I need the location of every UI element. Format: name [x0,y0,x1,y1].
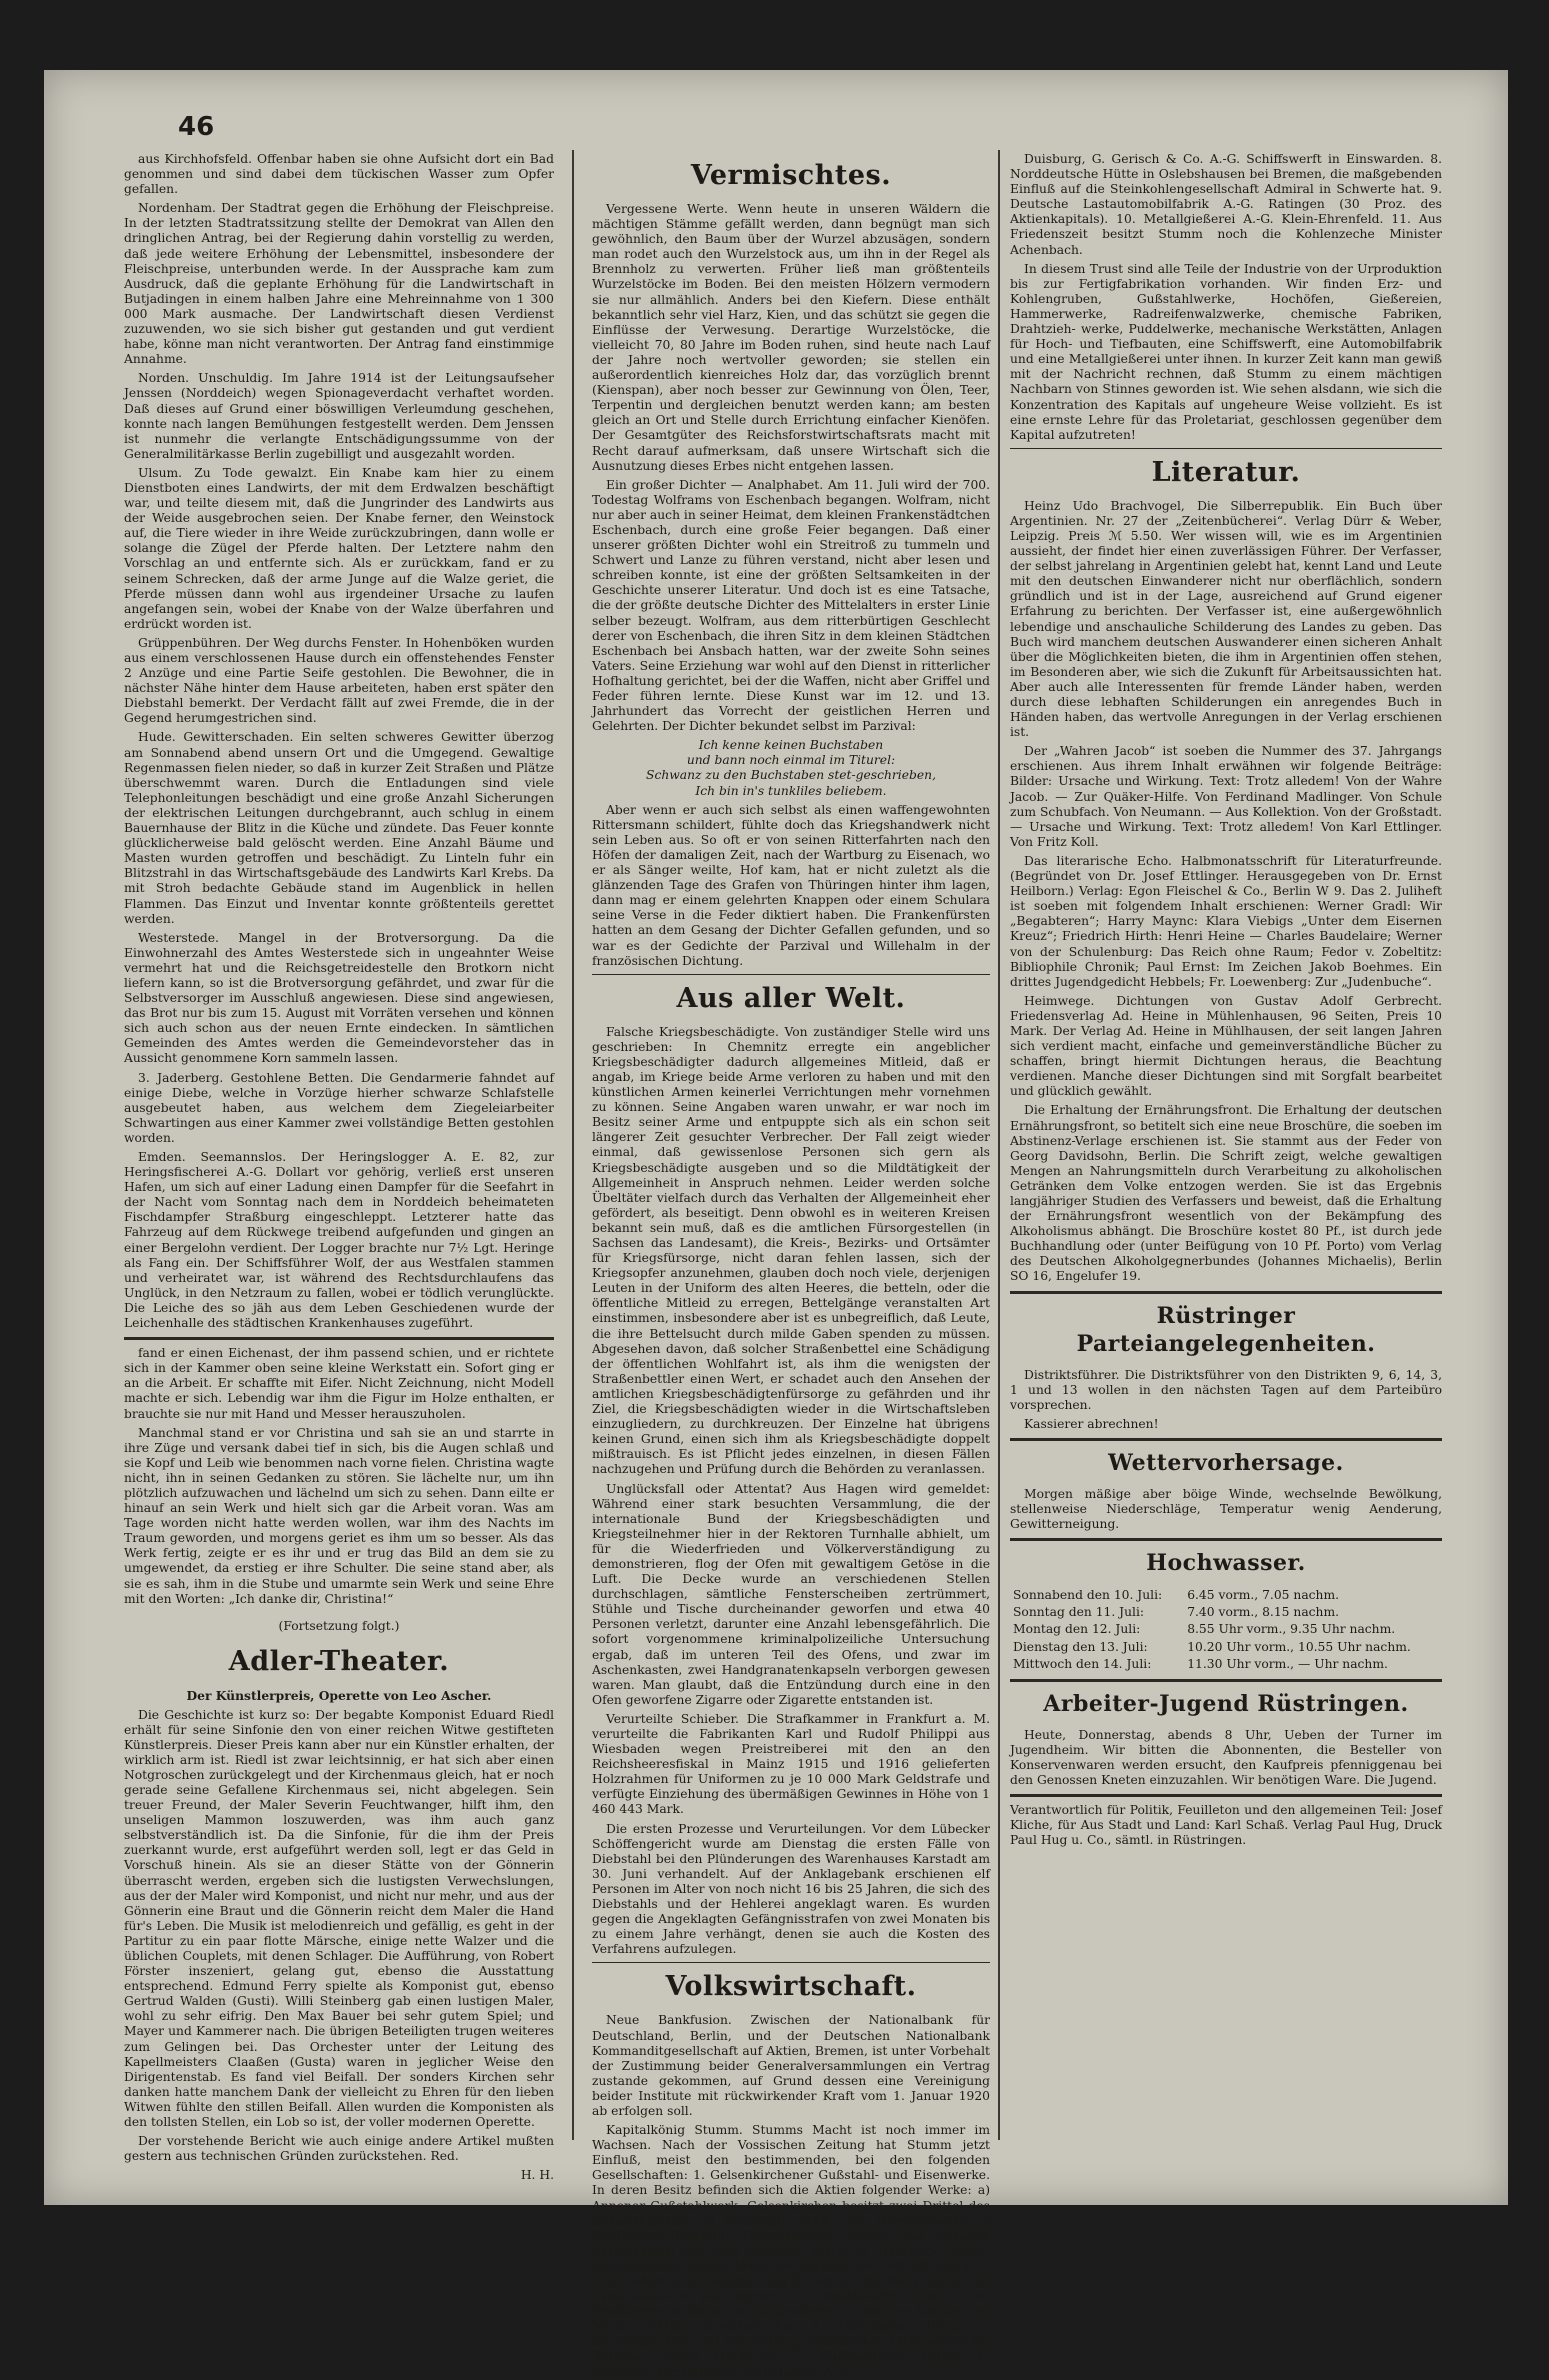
section-rule [1010,1679,1442,1682]
verse-line: Ich bin in's tunkliles beliebem. [695,783,887,798]
adler-theater-review [124,1708,554,2165]
section-rule [1010,1794,1442,1797]
local-news [124,152,554,1331]
book-review: Die Erhaltung der Ernährungsfront. Die Erhaltung der deutschen Ernährungsfront, so betitelt sich eine neue Broschüre, die soeben im Abstinenz-Verlage erschienen ist. Sie stammt aus der Feder von Georg Davidsohn, Berlin. Die Schrift zeigt, welche gewaltigen Mengen an Nahrungsmitteln durch Verarbeitung zu alkoholischen Getränken dem Volke entzogen werden. Sie ist das Ergebnis langjähriger Studien des Verfassers und beweist, daß die Erhaltung der Ernährungsfront wesentlich von der Bekämpfung des Alkoholismus abhängt. Die Broschüre kostet 80 Pf., ist durch jede Buchhandlung oder (unter Beifügung von 10 Pf. Porto) vom Verlag des Deutschen Alkoholgegnerbundes (Johannes Michaelis), Berlin SO 16, Engelufer 19. [1010,1103,1442,1284]
news-item: Hude. Gewitterschaden. Ein selten schweres Gewitter überzog am Sonnabend abend unsern Ort und die Umgegend. Gewaltige Regenmassen fielen nieder, so daß in kurzer Zeit Straßen und Plätze überschwemmt waren. Durch die Entladungen sind viele Telephonleitungen beschädigt und eine große Anzahl Sicherungen der elektrischen Leitungen durchgebrannt, auch schlug in einem Bauernhause der Blitz in die Küche und zündete. Das Feuer konnte glücklicherweise bald gelöscht werden. Eine Anzahl Bäume und Masten wurden getroffen und beschädigt. Zu Linteln fuhr ein Blitzstrahl in das Wirtschaftsgebäude des Landwirts Karl Krebs. Da mit Stroh bedachte Gebäude stand im Augenblick in hellen Flammen. Das Einzut und Inventar konnte größtenteils gerettet werden. [124,730,554,926]
vermischtes-heading: Vermischtes. [690,160,892,191]
article-paragraph: Duisburg, G. Gerisch & Co. A.-G. Schiffswerft in Einswarden. 8. Norddeutsche Hütte in Oslebshausen bei Bremen, die maßgebenden Einfluß auf die Steinkohlengesellschaft Admiral in Schwerte hat. 9. Deutsche Lastautomobilfabrik A.-G. Ratingen (30 Proz. des Aktienkapitals). 10. Metallgießerei A.-G. Klein-Ehrenfeld. 11. Aus Friedenszeit besitzt Stumm noch die Kohlenzeche Minister Achenbach. [1010,152,1442,257]
book-review: Heimwege. Dichtungen von Gustav Adolf Gerbrecht. Friedensverlag Ad. Heine in Mühlenhausen, 96 Seiten, Preis 10 Mark. Der Verlag Ad. Heine in Mühlhausen, der seit langen Jahren sich verdient macht, einfache und gemeinverständliche Bücher zu schaffen, bringt hiermit Dichtungen heraus, die Beachtung verdienen. Manche dieser Dichtungen sind mit Sorgfalt bearbeitet und glücklich gewählt. [1010,993,1442,1099]
tide-times: 6.45 vorm., 7.05 nachm. [1187,1588,1340,1603]
book-review: Das literarische Echo. Halbmonatsschrift für Literaturfreunde. (Begründet von Dr. Josef Ettlinger. Herausgegeben von Dr. Ernst Heilborn.) Verlag: Egon Fleischel & Co., Berlin W 9. Das 2. Juliheft ist soeben mit folgendem Inhalt erschienen: Werner Gradl: Wir „Begabteren“; Harry Maync: Klara Viebigs „Unter dem Eisernen Kreuz“; Friedrich Hirth: Henri Heine — Charles Baudelaire; Werner von der Schulenburg: Das Reich ohne Raum; Fedor v. Zobeltitz: Bibliophile Chronik; Paul Ernst: Im Zeichen Jakob Boehmes. Ein drittes Jugendgedicht Hebbels; Fr. Loewenberg: Zur „Judenbuche“. [1010,853,1442,989]
book-review: Der „Wahren Jacob“ ist soeben die Nummer des 37. Jahrgangs erschienen. Aus ihrem Inhalt erwähnen wir folgende Beiträge: Bilder: Ursache und Wirkung. Text: Trotz alledem! Von der Wahre Jacob. — Zur Quäker-Hilfe. Von Ferdinand Madlinger. Von Schule zum Schubfach. Von Neumann. — Aus Kollektion. Von der Großstadt. — Ursache und Wirkung. Text: Trotz alledem! Von Karl Ettlinger. Von Fritz Koll. [1010,744,1442,849]
tide-times: 8.55 Uhr vorm., 9.35 Uhr nachm. [1187,1622,1396,1637]
column-divider [572,150,574,2140]
tide-times: 10.20 Uhr vorm., 10.55 Uhr nachm. [1187,1639,1411,1654]
verse-line: und bann noch einmal im Titurel: [686,753,896,768]
section-rule [1010,1291,1442,1294]
tide-day: Sonntag den 11. Juli: [1013,1605,1145,1620]
news-item: Norden. Unschuldig. Im Jahre 1914 ist der Leitungsaufseher Jenssen (Norddeich) wegen Spionageverdacht verhaftet worden. Daß dieses auf Grund einer böswilligen Verleumdung geschehen, konnte nach langen Bemühungen festgestellt werden. Dem Jenssen ist nunmehr die verlangte Entschädigungssumme von der Generalmilitärkasse Berlin zugebilligt und ausgezahlt worden. [124,371,554,461]
vermischtes-continued [592,803,990,969]
article-paragraph: Vergessene Werte. Wenn heute in unseren Wäldern die mächtigen Stämme gefällt werden, dann begnügt man sich gewöhnlich, den Baum über der Wurzel abzusägen, sondern man rodet auch den Wurzelstock aus, um ihn in der Regel als Brennholz zu verwerten. Früher ließ man größtenteils Wurzelstöcke im Boden. Bei den meisten Hölzern vermodern sie nur allmählich. Anders bei den Kiefern. Diese enthält bekanntlich sehr viel Harz, Kien, und das schützt sie gegen die Einflüsse der Verwesung. Derartige Wurzelstöcke, die vielleicht 70, 80 Jahre im Boden ruhen, sind heute nach Lauf der Jahre noch wertvoller geworden; sie stellen ein außerordentlich kienreiches Holz dar, das vorzüglich brennt (Kienspan), aber noch besser zur Gewinnung von Ölen, Teer, Terpentin und dergleichen benutzt werden kann; am besten gleich an Ort und Stelle durch Errichtung einfacher Kienöfen. Der Gesamtgüter des Reichsforstwirtschaftsrats macht mit Recht darauf aufmerksam, daß unsere Wirtschaft sich die Ausnutzung dieses Erbes nicht entgehen lassen. [592,202,990,473]
section-rule [124,1337,554,1340]
party-notice: Kassierer abrechnen! [1024,1416,1159,1431]
youth-notice: Heute, Donnerstag, abends 8 Uhr, Ueben der Turner im Jugendheim. Wir bitten die Abonnenten, die Besteller von Konservenwaren werden ersucht, den Kaufpreis pfenniggenau bei den Genossen Kneten einzuzahlen. Wir benötigen Ware. Die Jugend. [1010,1727,1442,1787]
tide-row [1010,1639,1442,1656]
tide-row [1010,1604,1442,1621]
column-right [1010,152,1442,2167]
article-paragraph: Neue Bankfusion. Zwischen der Nationalbank für Deutschland, Berlin, und der Deutschen Nationalbank Kommanditgesellschaft auf Aktien, Bremen, ist unter Vorbehalt der Zustimmung beider Generalversammlungen ein Vertrag zustande gekommen, auf Grund dessen eine Vereinigung beider Institute mit rückwirkender Kraft vom 1. Januar 1920 ab erfolgen soll. [592,2013,990,2118]
verse-line: Schwanz zu den Buchstaben stet-geschrieben, [646,768,936,783]
article-paragraph: Aber wenn er auch sich selbst als einen waffengewohnten Rittersmann schildert, fühlte doch das Kriegshandwerk nicht sein Leben aus. So oft er von seinen Ritterfahrten nach den Höfen der damaligen Zeit, nach der Wartburg zu Eisenach, wo er als Sänger weilte, Hof kam, hat er nicht zuletzt als die glänzenden Tage des Grafen von Thüringen hinter ihm lagen, dann mag er einem gelehrten Knappen oder einem Schulara seine Verse in die Feder diktiert haben. Die Frankenfürsten hatten an dem Gesang der Dichter Gefallen gefunden, und so war es der Gedichte der Parzival und Willehalm in der französischen Dichtung. [592,802,990,968]
news-item: Westerstede. Mangel in der Brotversorgung. Da die Einwohnerzahl des Amtes Westerstede sich in ungeahnter Weise vermehrt hat und die Reichsgetreidestelle den Brotkorn nicht liefern kann, so ist die Brotversorgung gefährdet, und zwar für die Selbstversorger im Ausschluß angewiesen. Diese sind angewiesen, das Brot nur bis zum 15. August mit Vorräten versehen und können sich auch schon aus der neuen Ernte eindecken. In sämtlichen Gemeinden des Amtes werden die Gemeindevorsteher das in Aussicht genommene Korn sammeln lassen. [124,930,554,1066]
adler-signature: H. H. [520,2168,554,2183]
literatur-heading: Literatur. [1151,456,1301,488]
book-review: Heinz Udo Brachvogel, Die Silberrepublik. Ein Buch über Argentinien. Nr. 27 der „Zeitenbücherei“. Verlag Dürr & Weber, Leipzig. Preis ℳ 5.50. Wer wissen will, wie es im Argentinien aussieht, der findet hier einen zuverlässigen Führer. Der Verfasser, der selbst jahrelang in Argentinien gelebt hat, kennt Land und Leute mit den deutschen Einwanderer nicht nur oberflächlich, sondern gründlich und ist in der Lage, ausreichend auf Grund eigener Erfahrung zu berichten. Der Verfasser ist, eine außergewöhnlich lebendige und anschauliche Schilderung des Landes zu geben. Das Buch wird manchem deutschen Auswanderer einen sicheren Anhalt über die Möglichkeiten bieten, die ihm in Argentinien offen stehen, im Besonderen aber, wie sich die Zukunft für Arbeitsaussichten hat. Aber auch alle Interessenten für fremde Länder haben, werden durch diese lebhaften Schilderungen ein anregendes Buch in Händen haben, das wertvolle Anregungen in der Verlag erschienen ist. [1010,498,1442,740]
tide-day: Sonnabend den 10. Juli: [1013,1588,1163,1603]
news-item: aus Kirchhofsfeld. Offenbar haben sie ohne Aufsicht dort ein Bad genommen und sind dabei dem tückischen Wasser zum Opfer gefallen. [124,152,554,197]
party-notices [1010,1368,1442,1432]
page-number: 46 [178,112,215,142]
column-middle [592,152,990,2379]
serial-paragraph: Manchmal stand er vor Christina und sah sie an und starrte in ihre Züge und versank dabei tief in sich, bis die Augen schlaß und sie Kopf und Leib wie benommen nach vorne fielen. Christina wagte nicht, ihn in seinen Gedanken zu stören. Sie lächelte nur, um ihn plötzlich aufzuwachen und lächelnd um sich zu sehen. Dann eilte er hinauf an sein Werk und hielt sich gar die Arbeit voran. Was am Tage worden nicht hatte werden wollen, war ihm des Nachts im Traum geworden, und morgens geriet es ihm um so besser. Als das Werk fertig, zeigte er es ihr und er trug das Bild an dem sie zu umgewendet, da erstieg er ihre Schulter. Die seine stand aber, als sie es sah, ihm in die Stube und umarmte sein Werk und seine Ehre mit den Worten: „Ich danke dir, Christina!“ [124,1425,554,1606]
serial-paragraph: fand er einen Eichenast, der ihm passend schien, und er richtete sich in der Kammer oben seine kleine Werkstatt ein. Sofort ging er an die Arbeit. Er schaffte mit Eifer. Nicht Zeichnung, nicht Modell machte er sich. Lebendig war ihm die Figur im Holze enthalten, er brauchte sie nur mit Hand und Messer herauszuholen. [124,1346,554,1421]
news-item: Grüppenbühren. Der Weg durchs Fenster. In Hohenböken wurden aus einem verschlossenen Hause durch ein offenstehendes Fenster 2 Anzüge und eine Partie Seife gestohlen. Die Bewohner, die in nächster Nähe hinter dem Hause arbeiteten, haben erst später den Diebstahl bemerkt. Der Verdacht fällt auf zwei Fremde, die in der Gegend herumgestrichen sind. [124,635,554,726]
section-rule [1010,1438,1442,1441]
adler-theater-heading: Adler-Theater. [228,1646,450,1678]
tide-day: Montag den 12. Juli: [1013,1622,1141,1637]
tide-times: 11.30 Uhr vorm., — Uhr nachm. [1187,1656,1388,1671]
article-paragraph: Kapitalkönig Stumm. Stumms Macht ist noch immer im Wachsen. Nach der Vossischen Zeitung hat Stumm jetzt Einfluß, meist den bestimmenden, bei den folgenden Gesellschaften: 1. Gelsenkirchener Gußstahl- und Eisenwerke. In deren Besitz befinden sich die Aktien folgender Werke: a) Annener Gußstahlwerk; Gelsenkirchen besitzt zwei Drittel des Gesamtkapitals. b) Vereinigte Preß- und Hammerwerke in Dahlhausen-Bielefeld; Gelsenkirchen besitzt das gesamte Aktienkapital von zwei Millionen Mark. b) Stahlwerk Oeling; Gelsenkirchen besitzt Aktien im Betrage von 768 000 Mark. 2. Eisenindustrie zu Menden und Schwerte; das Werk besitzt die Essentialkalide Jakobsbrunn. 3. Westfälische Eisen- und Drahtwerke in Werne bei Langendreer, an welchen Stumm eine Million Aktien erworben hat. 4. Aplerbecker Hütte. 5. Gerbergel, Kalk und Marienberg. Aplerbecker Aktienverein für Bergbau, Zeche Margarete. 5. Gußstahlwerk Witten. 6. Rheinisch-Westfälische Bauindustrie A.-G. [592,2123,990,2379]
volkswirtschaft-articles [592,2013,990,2379]
imprint: Verantwortlich für Politik, Feuilleton und den allgemeinen Teil: Josef Kliche, für Aus Stadt und Land: Karl Schaß. Verlag Paul Hug, Druck Paul Hug u. Co., sämtl. in Rüstringen. [1010,1803,1442,1848]
stumm-trust-article [1010,152,1442,443]
tide-day: Mittwoch den 14. Juli: [1013,1656,1152,1671]
article-paragraph: Falsche Kriegsbeschädigte. Von zuständiger Stelle wird uns geschrieben: In Chemnitz erregte ein angeblicher Kriegsbeschädigter dadurch allgemeines Mitleid, daß er angab, im Kriege beide Arme verloren zu haben und mit den künstlichen Armen keinerlei Verrichtungen mehr vornehmen zu können. Seine Angaben waren unwahr, er war noch im Besitz seiner Arme und entpuppte sich als ein schon seit längerer Zeit gesuchter Verbrecher. Der Fall zeigt wieder einmal, daß gewissenlose Personen sich gern als Kriegsbeschädigte ausgeben und so die Mildtätigkeit der Allgemeinheit in Anspruch nehmen. Leider werden solche Übeltäter vielfach durch das Verhalten der Allgemeinheit eher gefördert, als beseitigt. Denn obwohl es in weiteren Kreisen bekannt sein muß, daß es die amtlichen Fürsorgestellen (in Sachsen das Landesamt), die Kreis-, Bezirks- und Ortsämter für Kriegsfürsorge, nicht daran fehlen lassen, sich der Kriegsopfer anzunehmen, glauben doch noch viele, derjenigen Leuten in der Uniform des alten Heeres, die betteln, oder die öffentliche Mitleid zu erregen, Bettelgänge veranstalten Art einstimmen, insbesondere aber ist es unbegreiflich, daß Leute, die ihre Bettelsucht durch milde Gaben spenden zu müssen. Abgesehen davon, daß solcher Straßenbettel eine Schädigung der öffentlichen Wohlfahrt ist, als ihm die wenigsten der Straßenbettler einen Wert, er schadet auch den Ansehen der amtlichen Kriegsbeschädigtenfürsorge zu gefährden und ihr Ziel, die Kriegsbeschädigten wieder in die Wirtschaftsleben einzugliedern, zu durchkreuzen. Der Einzelne hat übrigens keinen Grund, einen sich ihm als Kriegsbeschädigte doppelt mißtrauisch. Es ist Pflicht jedes einzelnen, in diesen Fällen nachzugehen und Prüfung durch die Behörden zu veranlassen. [592,1024,990,1477]
article-paragraph: Unglücksfall oder Attentat? Aus Hagen wird gemeldet: Während einer stark besuchten Versammlung, die der internationale Bund der Kriegsbeschädigten und Kriegsteilnehmer hier in der Rektoren Turnhalle abhielt, um für die Wiederfrieden und Völkerverständigung zu demonstrieren, flog der Ofen mit gewaltigem Getöse in die Luft. Die Decke wurde an verschiedenen Stellen durchschlagen, sämtliche Fensterscheiben zertrümmert, Stühle und Tische durcheinander geworfen und etwa 40 Personen verletzt, darunter eine Anzahl lebensgefährlich. Die sofort vorgenommene kriminalpolizeiliche Untersuchung ergab, daß im unteren Teil des Ofens, und zwar im Aschenkasten, zwei Handgranatenkapseln verborgen gewesen waren. Man glaubt, daß die Entzündung durch eine in den Ofen geworfene Zigarre oder Zigarette entstanden ist. [592,1481,990,1707]
section-rule [1010,1538,1442,1541]
volkswirtschaft-heading: Volkswirtschaft. [665,1971,917,2003]
tide-table [1010,1587,1442,1672]
party-notice: Distriktsführer. Die Distriktsführer von den Distrikten 9, 6, 14, 3, 1 und 13 wollen in den nächsten Tagen auf dem Parteibüro vorsprechen. [1010,1367,1442,1412]
article-paragraph: Verurteilte Schieber. Die Strafkammer in Frankfurt a. M. verurteilte die Fabrikanten Karl und Rudolf Philippi aus Wiesbaden wegen Preistreiberei mit den an den Reichsheeresfiskal in Mainz 1915 und 1916 gelieferten Holzrahmen für Uniformen zu je 10 000 Mark Geldstrafe und verfügte Einziehung des übermäßigen Gewinnes in Höhe von 1 460 443 Mark. [592,1711,990,1817]
column-divider [998,150,1000,2140]
review-paragraph: Der vorstehende Bericht wie auch einige andere Artikel mußten gestern aus technischen Gründen zurückstehen. Red. [124,2134,554,2164]
tide-times: 7.40 vorm., 8.15 nachm. [1187,1605,1340,1620]
column-left [124,152,554,2183]
article-paragraph: Ein großer Dichter — Analphabet. Am 11. Juli wird der 700. Todestag Wolframs von Eschenbach begangen. Wolfram, nicht nur aber auch in seiner Heimat, dem kleinen Frankenstädtchen Eschenbach, durch eine große Feier begangen. Daß einer unserer größten Dichter wohl ein Streitroß zu tummeln und Schwert und Lanze zu führen verstand, nicht aber lesen und schreiben konnte, ist eine der größten Seltsamkeiten in der Geschichte unserer Literatur. Und doch ist es eine Tatsache, die der größte deutsche Dichter des Mittelalters in erster Linie selber bezeugt. Wolfram, aus dem ritterbürtigen Geschlecht derer von Eschenbach, die ihren Sitz in dem kleinen Städtchen Eschenbach bei Ansbach hatten, war der zweite Sohn seines Vaters. Seine Erziehung war wohl auf den Dienst in ritterlicher Hofhaltung gerichtet, bei der die Waffen, nicht aber Griffel und Feder führen lernte. Diese Kunst war im 12. und 13. Jahrhundert das Vorrecht der geistlichen Herren und Gelehrten. Der Dichter bekundet selbst im Parzival: [592,477,990,734]
party-heading: Rüstringer Parteiangelegenheiten. [1076,1302,1376,1357]
news-item: Ulsum. Zu Tode gewalzt. Ein Knabe kam hier zu einem Dienstboten eines Landwirts, der mit dem Erdwalzen beschäftigt war, und teilte diesem mit, daß die Jungrinder des Landwirts aus der Weide ausgebrochen seien. Der Knabe ferner, den Weinstock auf, die Tiere wieder in ihre Weide zurückzubringen, dann wolle er solange die Zügel der Pferde halten. Der Letztere nahm den Vorschlag an und entfernte sich. Als er zurückkam, fand er zu seinem Schrecken, daß der arme Junge auf die Walze geriet, die Pferde müssen dann wohl aus irgendeiner Ursache zu laufen angefangen sein, wobei der Knabe von der Walze überfahren und erdrückt worden ist. [124,465,554,631]
youth-heading: Arbeiter-Jugend Rüstringen. [1043,1690,1409,1717]
serial-story [124,1346,554,1607]
weather-forecast: Morgen mäßige aber böige Winde, wechselnde Bewölkung, stellenweise Niederschläge, Temperatur wenig Aenderung, Gewitterneigung. [1010,1486,1442,1532]
article-paragraph: In diesem Trust sind alle Teile der Industrie von der Urproduktion bis zur Fertigfabrikation vorhanden. Wir finden Erz- und Kohlengruben, Gußstahlwerke, Hochöfen, Gießereien, Hammerwerke, Radreifenwalzwerke, chemische Fabriken, Drahtzieh- werke, Puddelwerke, mechanische Werkstätten, Anlagen für Hoch- und Tiefbauten, eine Schiffswerft, eine Automobilfabrik und eine Metallgießerei unter ihnen. In kurzer Zeit kann man gewiß mit der Nachricht rechnen, daß Stumm zu einem mächtigen Nachbarn von Stinnes geworden ist. Wie sehen alsdann, wie sich die Konzentration des Kapitals auf ungeheure Weise vollzieht. Es ist eine ernste Lehre für das Proletariat, geschlossen gegenüber dem Kapital aufzutreten! [1010,261,1442,442]
weather-heading: Wettervorhersage. [1108,1449,1344,1476]
tide-row [1010,1587,1442,1604]
adler-theater-subtitle: Der Künstlerpreis, Operette von Leo Ascher. [186,1688,492,1704]
section-rule [592,974,990,975]
news-item: Nordenham. Der Stadtrat gegen die Erhöhung der Fleischpreise. In der letzten Stadtratssitzung stellte der Demokrat van Allen den dringlichen Antrag, bei der Regierung dahin vorstellig zu werden, daß jede weitere Erhöhung der Lebensmittel, insbesondere der Fleischpreise, unterbunden werde. In der Aussprache kam zum Ausdruck, daß die geplante Erhöhung für die Landwirtschaft in Butjadingen in einem halben Jahre eine Mehreinnahme von 1 300 000 Mark ausmache. Der Landwirtschaft diesen Verdienst zuzuwenden, wo sie sich bisher gut gestanden und gut verdient habe, könne man nicht verantworten. Der Antrag fand einstimmige Annahme. [124,201,554,367]
flood-heading: Hochwasser. [1146,1550,1306,1577]
literatur-articles [1010,499,1442,1285]
news-item: 3. Jaderberg. Gestohlene Betten. Die Gendarmerie fahndet auf einige Diebe, welche in Vorzüge hierher schwarze Schlafstelle ausgebeutet haben, aus welchem dem Ziegeleiarbeiter Schwartingen aus einer Kammer zwei vollständige Betten gestohlen worden. [124,1070,554,1145]
section-rule [1010,448,1442,449]
news-item: Emden. Seemannslos. Der Heringslogger A. E. 82, zur Heringsfischerei A.-G. Dollart vor gehörig, verließ erst unseren Hafen, um sich auf einer Ladung einen Dampfer für die Seefahrt in der Nacht vom Sonntag nach dem in Norddeich beheimateten Fischdampfer Straßburg eingeschleppt. Letzterer hatte das Fahrzeug auf dem Rückwege treibend aufgefunden und gingen an einer Bergelohn verdient. Der Logger brachte nur 7½ Lgt. Heringe als Fang ein. Der Schiffsführer Wolf, der aus Westfalen stammen und verheiratet war, ist während des Rechtsdurchlaufens das Unglück, in den Netzraum zu fallen, wobei er tödlich verunglückte. Die Leiche des so jäh aus dem Leben Geschiedenen wurde der Leichenhalle des städtischen Krankenhauses zugeführt. [124,1150,554,1331]
serial-continued: (Fortsetzung folgt.) [278,1619,400,1634]
vermischtes-articles [592,202,990,734]
tide-day: Dienstag den 13. Juli: [1013,1639,1148,1654]
review-paragraph: Die Geschichte ist kurz so: Der begabte Komponist Eduard Riedl erhält für seine Sinfonie den von einer reichen Witwe gestifteten Künstlerpreis. Dieser Preis kann aber nur ein Künstler erhalten, der wirklich arm ist. Riedl ist zwar leichtsinnig, er hat sich aber einen Notgroschen zurückgelegt und der Kirchenmaus gleich, hat er noch gerade seine Gefallene Kirchenmaus sei, nicht abgelegen. Sein treuer Freund, der Maler Severin Feuchtwanger, hilft ihm, den unseligen Mammon loszuwerden, was ihm auch ganz selbstverständlich ist. Da die Sinfonie, für die ihm der Preis zuerkannt wurde, erst aufgeführt werden soll, legt er das Geld in Vorschuß hinein. Als sie an dieser Stätte von der Gönnerin überrascht werden, ergeben sich die lustigsten Verwechslungen, aus der der Maler wird Komponist, und nicht nur mehr, und aus der Gönnerin eine Braut und die Gönnerin reicht dem Maler die Hand für's Leben. Die Musik ist melodienreich und gefällig, es geht in der Partitur zu ein paar flotte Märsche, einige nette Walzer und die üblichen Couplets, mit denen Schlager. Die Aufführung, von Robert Förster inszeniert, gelang gut, ebenso die Ausstattung entsprechend. Edmund Ferry spielte als Komponist gut, ebenso Gertrud Walden (Gusti). Willi Steinberg gab einen lustigen Maler, wohl zu sehr eifrig. Den Max Bauer bei sehr gutem Spiel; und Mayer und Kammerer nach. Die übrigen Beteiligten trugen weiteres zum Gelingen bei. Das Orchester unter der Leitung des Kapellmeisters Claaßen (Gusta) waren in jeglicher Weise den Dirigentenstab. Es fand viel Beifall. Der sonders Kirchen sehr danken hatte manchem Dank der vielleicht zu Ehren für den lieben Witwen fühlte den stillen Beifall. Allen wurden die Komponisten als den tollsten Stellen, ein Lob so ist, der voller modernen Operette. [124,1707,554,2130]
aus-aller-welt-heading: Aus aller Welt. [676,982,906,1014]
section-rule [592,1962,990,1963]
tide-row [1010,1656,1442,1673]
tide-row [1010,1621,1442,1638]
verse-line: Ich kenne keinen Buchstaben [698,738,884,753]
aus-aller-welt-articles [592,1025,990,1958]
poem-verse [592,738,990,798]
article-paragraph: Die ersten Prozesse und Verurteilungen. Vor dem Lübecker Schöffengericht wurde am Dienstag die ersten Fälle von Diebstahl bei den Plünderungen des Warenhauses Karstadt am 30. Juni verhandelt. Auf der Anklagebank erschienen elf Personen im Alter von noch nicht 16 bis 25 Jahren, die sich des Diebstahls und der Hehlerei angeklagt waren. Es wurden gegen die Angeklagten Gefängnisstrafen von zwei Monaten bis zu einem Jahre verhängt, denen sie auch die Kosten des Verfahrens aufzulegen. [592,1821,990,1957]
